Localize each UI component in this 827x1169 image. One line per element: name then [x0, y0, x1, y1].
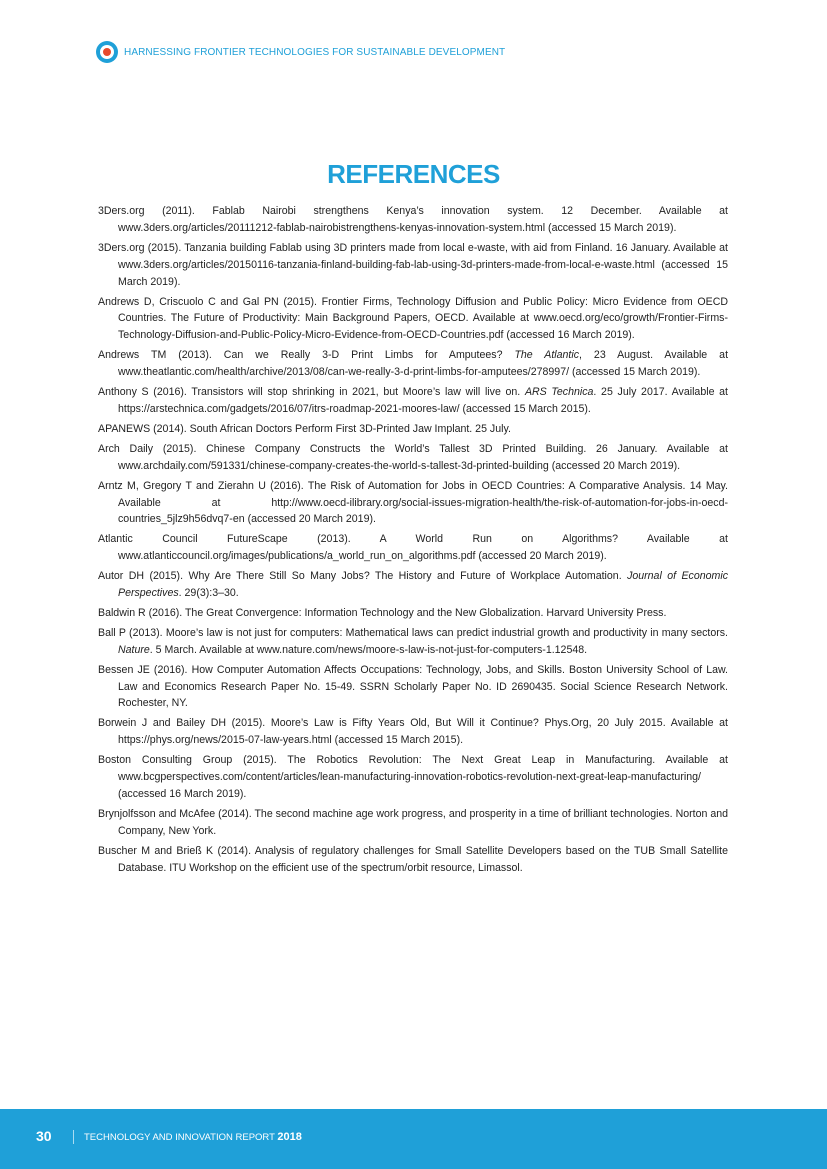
reference-entry: 3Ders.org (2011). Fablab Nairobi strengthens Kenya’s innovation system. 12 December. Available at www.3ders.org/articles/20111212-fablab-nairobistrengthens-kenyas-innovation-system.html (accessed 15 March 2019).: [98, 205, 728, 234]
page-number: 30: [36, 1128, 52, 1144]
reference-entry: Arntz M, Gregory T and Zierahn U (2016). The Risk of Automation for Jobs in OECD Countries: A Comparative Analysis. 14 May. Available at http://www.oecd-ilibrary.org/social-issues-migration-health/the-risk-of-automation-for-jobs-in-oecd-countries_5jlz9h56dvq7-en (accessed 20 March 2019).: [98, 479, 728, 526]
reference-entry: Andrews TM (2013). Can we Really 3-D Print Limbs for Amputees? The Atlantic, 23 August. Available at www.theatlantic.com/health/archive/2013/08/can-we-really-3-d-print-limbs-for-amputees/278997/ (accessed 15 March 2019).: [98, 349, 729, 379]
reference-entry: Atlantic Council FutureScape (2013). A World Run on Algorithms? Available at www.atlanticcouncil.org/images/publications/a_world_run_on_algorithms.pdf (accessed 20 March 2019).: [98, 533, 728, 563]
reference-entry: Andrews D, Criscuolo C and Gal PN (2015). Frontier Firms, Technology Diffusion and Public Policy: Micro Evidence from OECD Countries. The Future of Productivity: Main Background Papers, OECD. Available at www.oecd.org/eco/growth/Frontier-Firms-Technology-Diffusion-and-Public-Policy-Micro-Evidence-from-OECD-Countries.pdf (accessed 16 March 2019).: [98, 295, 728, 342]
running-header-title: HARNESSING FRONTIER TECHNOLOGIES FOR SUSTAINABLE DEVELOPMENT: [124, 46, 506, 58]
reference-entry: Boston Consulting Group (2015). The Robotics Revolution: The Next Great Leap in Manufacturing. Available at www.bcgperspectives.com/content/articles/lean-manufacturing-innovation-robotics-revolution-next-great-leap-manufacturing/ (accessed 16 March 2019).: [98, 754, 728, 800]
reference-entry: Baldwin R (2016). The Great Convergence: Information Technology and the New Globalization. Harvard University Press.: [98, 606, 667, 619]
reference-source-title: The Atlantic: [514, 349, 580, 362]
page-title: REFERENCES: [327, 159, 500, 190]
reference-entry: Autor DH (2015). Why Are There Still So Many Jobs? The History and Future of Workplace Automation. Journal of Economic Perspectives. 29(3):3–30.: [98, 570, 728, 600]
references-list: [98, 203, 728, 880]
reference-entry: Anthony S (2016). Transistors will stop shrinking in 2021, but Moore’s law will live on. ARS Technica. 25 July 2017. Available at https://arstechnica.com/gadgets/2016/07/itrs-roadmap-2021-moores-law/ (accessed 15 March 2015).: [98, 386, 728, 415]
page-footer: [0, 1109, 827, 1169]
reference-entry: Borwein J and Bailey DH (2015). Moore’s Law is Fifty Years Old, But Will it Continue? Phys.Org, 20 July 2015. Available at https://phys.org/news/2015-07-law-years.html (accessed 15 March 2015).: [98, 717, 728, 747]
reference-entry: Bessen JE (2016). How Computer Automation Affects Occupations: Technology, Jobs, and Skills. Boston University School of Law. Law and Economics Research Paper No. 15-49. SSRN Scholarly Paper No. ID 2690435. Social Science Research Network. Rochester, NY.: [98, 663, 728, 710]
target-icon: [96, 41, 118, 63]
reference-entry: APANEWS (2014). South African Doctors Perform First 3D-Printed Jaw Implant. 25 July.: [98, 422, 511, 435]
footer-report-title: TECHNOLOGY AND INNOVATION REPORT 2018: [84, 1131, 302, 1143]
reference-entry: Buscher M and Brieß K (2014). Analysis of regulatory challenges for Small Satellite Developers based on the TUB Small Satellite Database. ITU Workshop on the efficient use of the spectrum/orbit resource, Limassol.: [98, 844, 728, 874]
reference-entry: Brynjolfsson and McAfee (2014). The second machine age work progress, and prosperity in a time of brilliant technologies. Norton and Company, New York.: [98, 807, 728, 837]
footer-year: 2018: [277, 1131, 302, 1143]
reference-source-title: Nature: [118, 643, 150, 656]
reference-entry: 3Ders.org (2015). Tanzania building Fablab using 3D printers made from local e-waste, with aid from Finland. 16 January. Available at www.3ders.org/articles/20150116-tanzania-finland-building-fab-lab-using-3d-printers-made-from-local-e-waste.html (accessed 15 March 2019).: [98, 241, 728, 288]
running-header: [96, 41, 505, 63]
reference-entry: Arch Daily (2015). Chinese Company Constructs the World’s Tallest 3D Printed Building. 26 January. Available at www.archdaily.com/591331/chinese-company-creates-the-world-s-tallest-3d-printed-building (accessed 20 March 2019).: [98, 442, 728, 472]
reference-source-title: ARS Technica: [524, 386, 594, 399]
reference-source-title: Journal of Economic Perspectives: [118, 570, 728, 600]
reference-entry: Ball P (2013). Moore’s law is not just for computers: Mathematical laws can predict industrial growth and productivity in many sectors. Nature. 5 March. Available at www.nature.com/news/moore-s-law-is-not-just-for-computers-1.12548.: [98, 626, 728, 656]
footer-divider: [73, 1130, 74, 1144]
